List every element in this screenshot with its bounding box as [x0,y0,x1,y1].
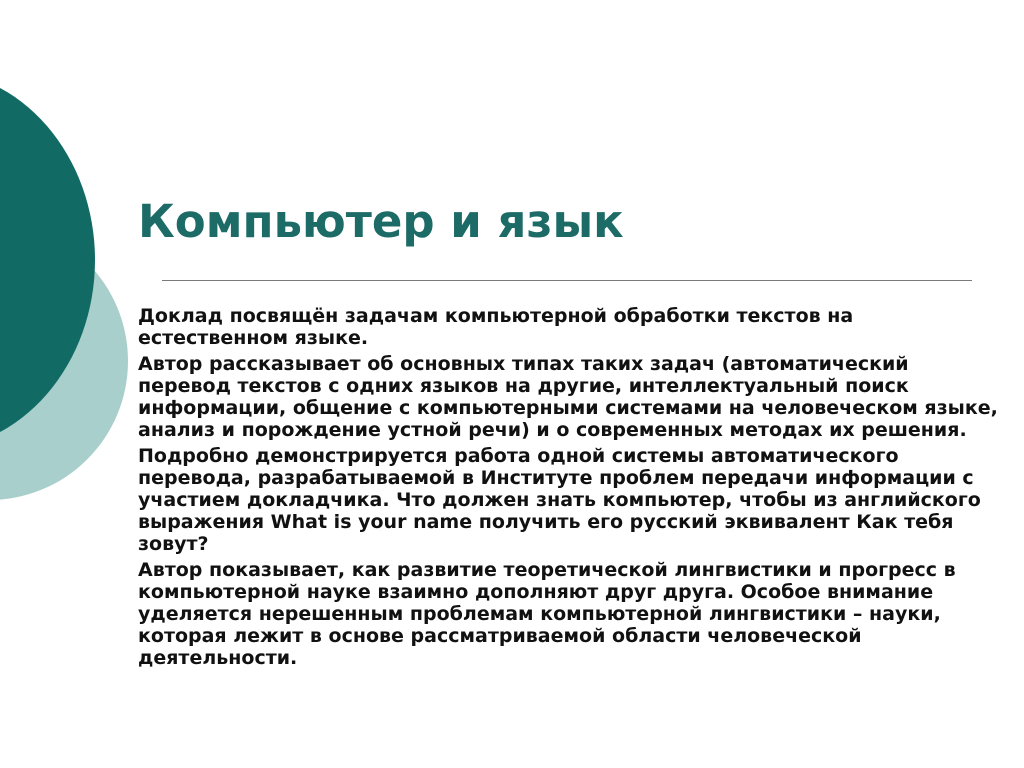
slide-title: Компьютер и язык [138,195,624,248]
title-divider [162,280,972,281]
paragraph-task-types: Автор рассказывает об основных типах таких задач (автоматический перевод текстов с одних языков на другие, интеллектуальный поиск информации, общение с компьютерными системами на человеческом языке, анализ и порождение устной речи) и о современных методах их решения. [138,353,998,441]
paragraph-translation-system: Подробно демонстрируется работа одной системы автоматического перевода, разрабатываемой в Институте проблем передачи информации с участием докладчика. Что должен знать компьютер, чтобы из английского выражения What is your name получить его русский эквивалент Как тебя зовут? [138,445,981,555]
slide-body [138,305,1008,673]
paragraph-linguistics: Автор показывает, как развитие теоретической лингвистики и прогресс в компьютерной науке взаимно дополняют друг друга. Особое внимание уделяется нерешенным проблемам компьютерной лингвистики – науки, которая лежит в основе рассматриваемой области человеческой деятельности. [138,559,956,669]
paragraph-intro: Доклад посвящён задачам компьютерной обработки текстов на естественном языке. [138,305,854,349]
